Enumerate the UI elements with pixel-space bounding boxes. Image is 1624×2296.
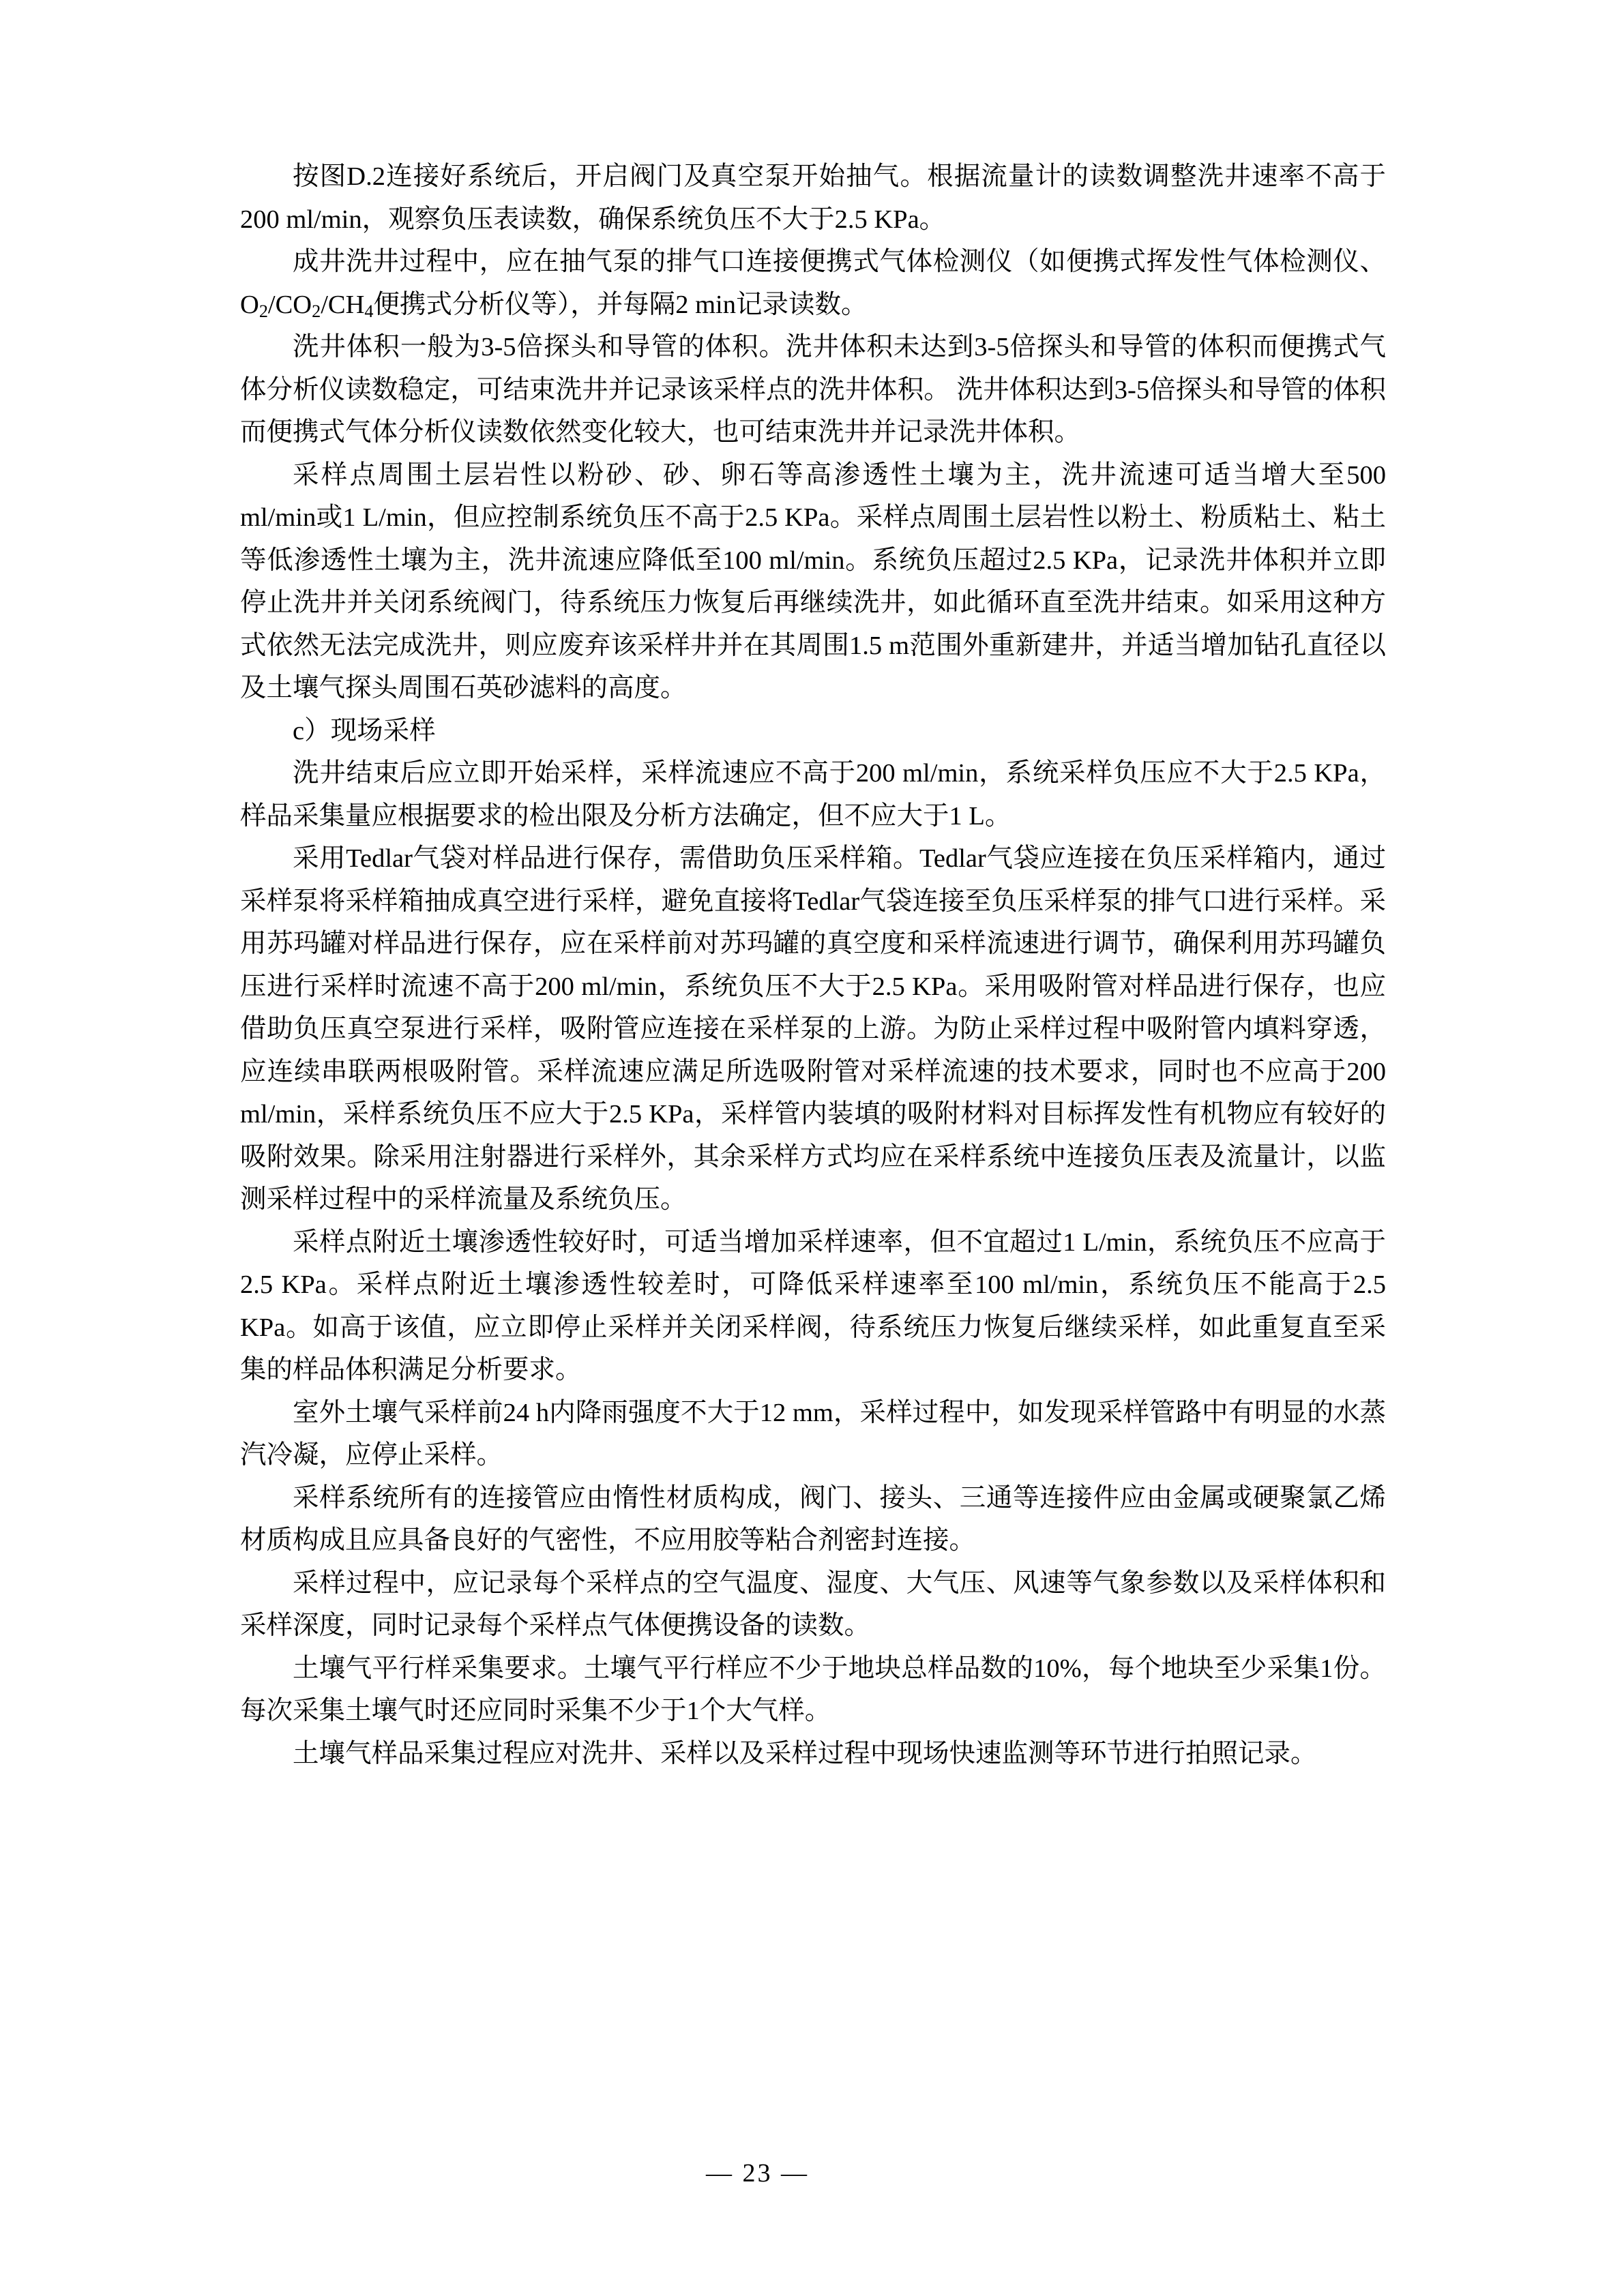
paragraph-1: 按图D.2连接好系统后，开启阀门及真空泵开始抽气。根据流量计的读数调整洗井速率不高于200 ml/min，观察负压表读数，确保系统负压不大于2.5 KPa。 bbox=[240, 162, 1386, 234]
paragraph-3: 洗井体积一般为3-5倍探头和导管的体积。洗井体积未达到3-5倍探头和导管的体积而便携式气体分析仪读数稳定，可结束洗井并记录该采样点的洗井体积。 洗井体积达到3-5倍探头和导管的体积而便携式气体分析仪读数依然变化较大，也可结束洗井并记录洗井体积。 bbox=[240, 333, 1386, 447]
paragraph-2: 成井洗井过程中，应在抽气泵的排气口连接便携式气体检测仪（如便携式挥发性气体检测仪、$O_2/CO_2/CH_4$便携式分析仪等），并每隔2 min记录读数。 bbox=[240, 248, 1386, 321]
paragraph-9: 室外土壤气采样前24 h内降雨强度不大于12 mm，采样过程中，如发现采样管路中有明显的水蒸汽冷凝，应停止采样。 bbox=[240, 1398, 1386, 1470]
list-item-c-heading: c）现场采样 bbox=[293, 716, 436, 745]
paragraph-4: 采样点周围土层岩性以粉砂、砂、卵石等高渗透性土壤为主，洗井流速可适当增大至500 ml/min或1 L/min，但应控制系统负压不高于2.5 KPa。采样点周围土层岩性以粉土、粉质粘土、粘土等低渗透性土壤为主，洗井流速应降低至100 ml/min。系统负压超过2.5 KPa，记录洗井体积并立即停止洗井并关闭系统阀门，待系统压力恢复后再继续洗井，如此循环直至洗井结束。如采用这种方式依然无法完成洗井，则应废弃该采样井并在其周围1.5 m范围外重新建井，并适当增加钻孔直径以及土壤气探头周围石英砂滤料的高度。 bbox=[240, 460, 1386, 702]
page-number: — 23 — bbox=[706, 2159, 809, 2188]
paragraph-10: 采样系统所有的连接管应由惰性材质构成，阀门、接头、三通等连接件应由金属或硬聚氯乙烯材质构成且应具备良好的气密性，不应用胶等粘合剂密封连接。 bbox=[240, 1483, 1386, 1555]
page-footer bbox=[0, 2158, 1624, 2188]
paragraph-12: 土壤气平行样采集要求。土壤气平行样应不少于地块总样品数的10%，每个地块至少采集1份。每次采集土壤气时还应同时采集不少于1个大气样。 bbox=[240, 1654, 1386, 1725]
paragraph-6: 洗井结束后应立即开始采样，采样流速应不高于200 ml/min，系统采样负压应不大于2.5 KPa，样品采集量应根据要求的检出限及分析方法确定，但不应大于1 L。 bbox=[240, 759, 1386, 831]
document-body bbox=[240, 155, 1386, 1775]
paragraph-11: 采样过程中，应记录每个采样点的空气温度、湿度、大气压、风速等气象参数以及采样体积和采样深度，同时记录每个采样点气体便携设备的读数。 bbox=[240, 1568, 1386, 1640]
paragraph-8: 采样点附近土壤渗透性较好时，可适当增加采样速率，但不宜超过1 L/min，系统负压不应高于2.5 KPa。采样点附近土壤渗透性较差时，可降低采样速率至100 ml/min，系统负压不能高于2.5 KPa。如高于该值，应立即停止采样并关闭采样阀，待系统压力恢复后继续采样，如此重复直至采集的样品体积满足分析要求。 bbox=[240, 1227, 1386, 1384]
paragraph-13: 土壤气样品采集过程应对洗井、采样以及采样过程中现场快速监测等环节进行拍照记录。 bbox=[293, 1739, 1317, 1768]
paragraph-7: 采用Tedlar气袋对样品进行保存，需借助负压采样箱。Tedlar气袋应连接在负压采样箱内，通过采样泵将采样箱抽成真空进行采样，避免直接将Tedlar气袋连接至负压采样泵的排气口进行采样。采用苏玛罐对样品进行保存，应在采样前对苏玛罐的真空度和采样流速进行调节，确保利用苏玛罐负压进行采样时流速不高于200 ml/min，系统负压不大于2.5 KPa。采用吸附管对样品进行保存，也应借助负压真空泵进行采样，吸附管应连接在采样泵的上游。为防止采样过程中吸附管内填料穿透，应连续串联两根吸附管。采样流速应满足所选吸附管对采样流速的技术要求，同时也不应高于200 ml/min，采样系统负压不应大于2.5 KPa，采样管内装填的吸附材料对目标挥发性有机物应有较好的吸附效果。除采用注射器进行采样外，其余采样方式均应在采样系统中连接负压表及流量计，以监测采样过程中的采样流量及系统负压。 bbox=[240, 844, 1386, 1214]
